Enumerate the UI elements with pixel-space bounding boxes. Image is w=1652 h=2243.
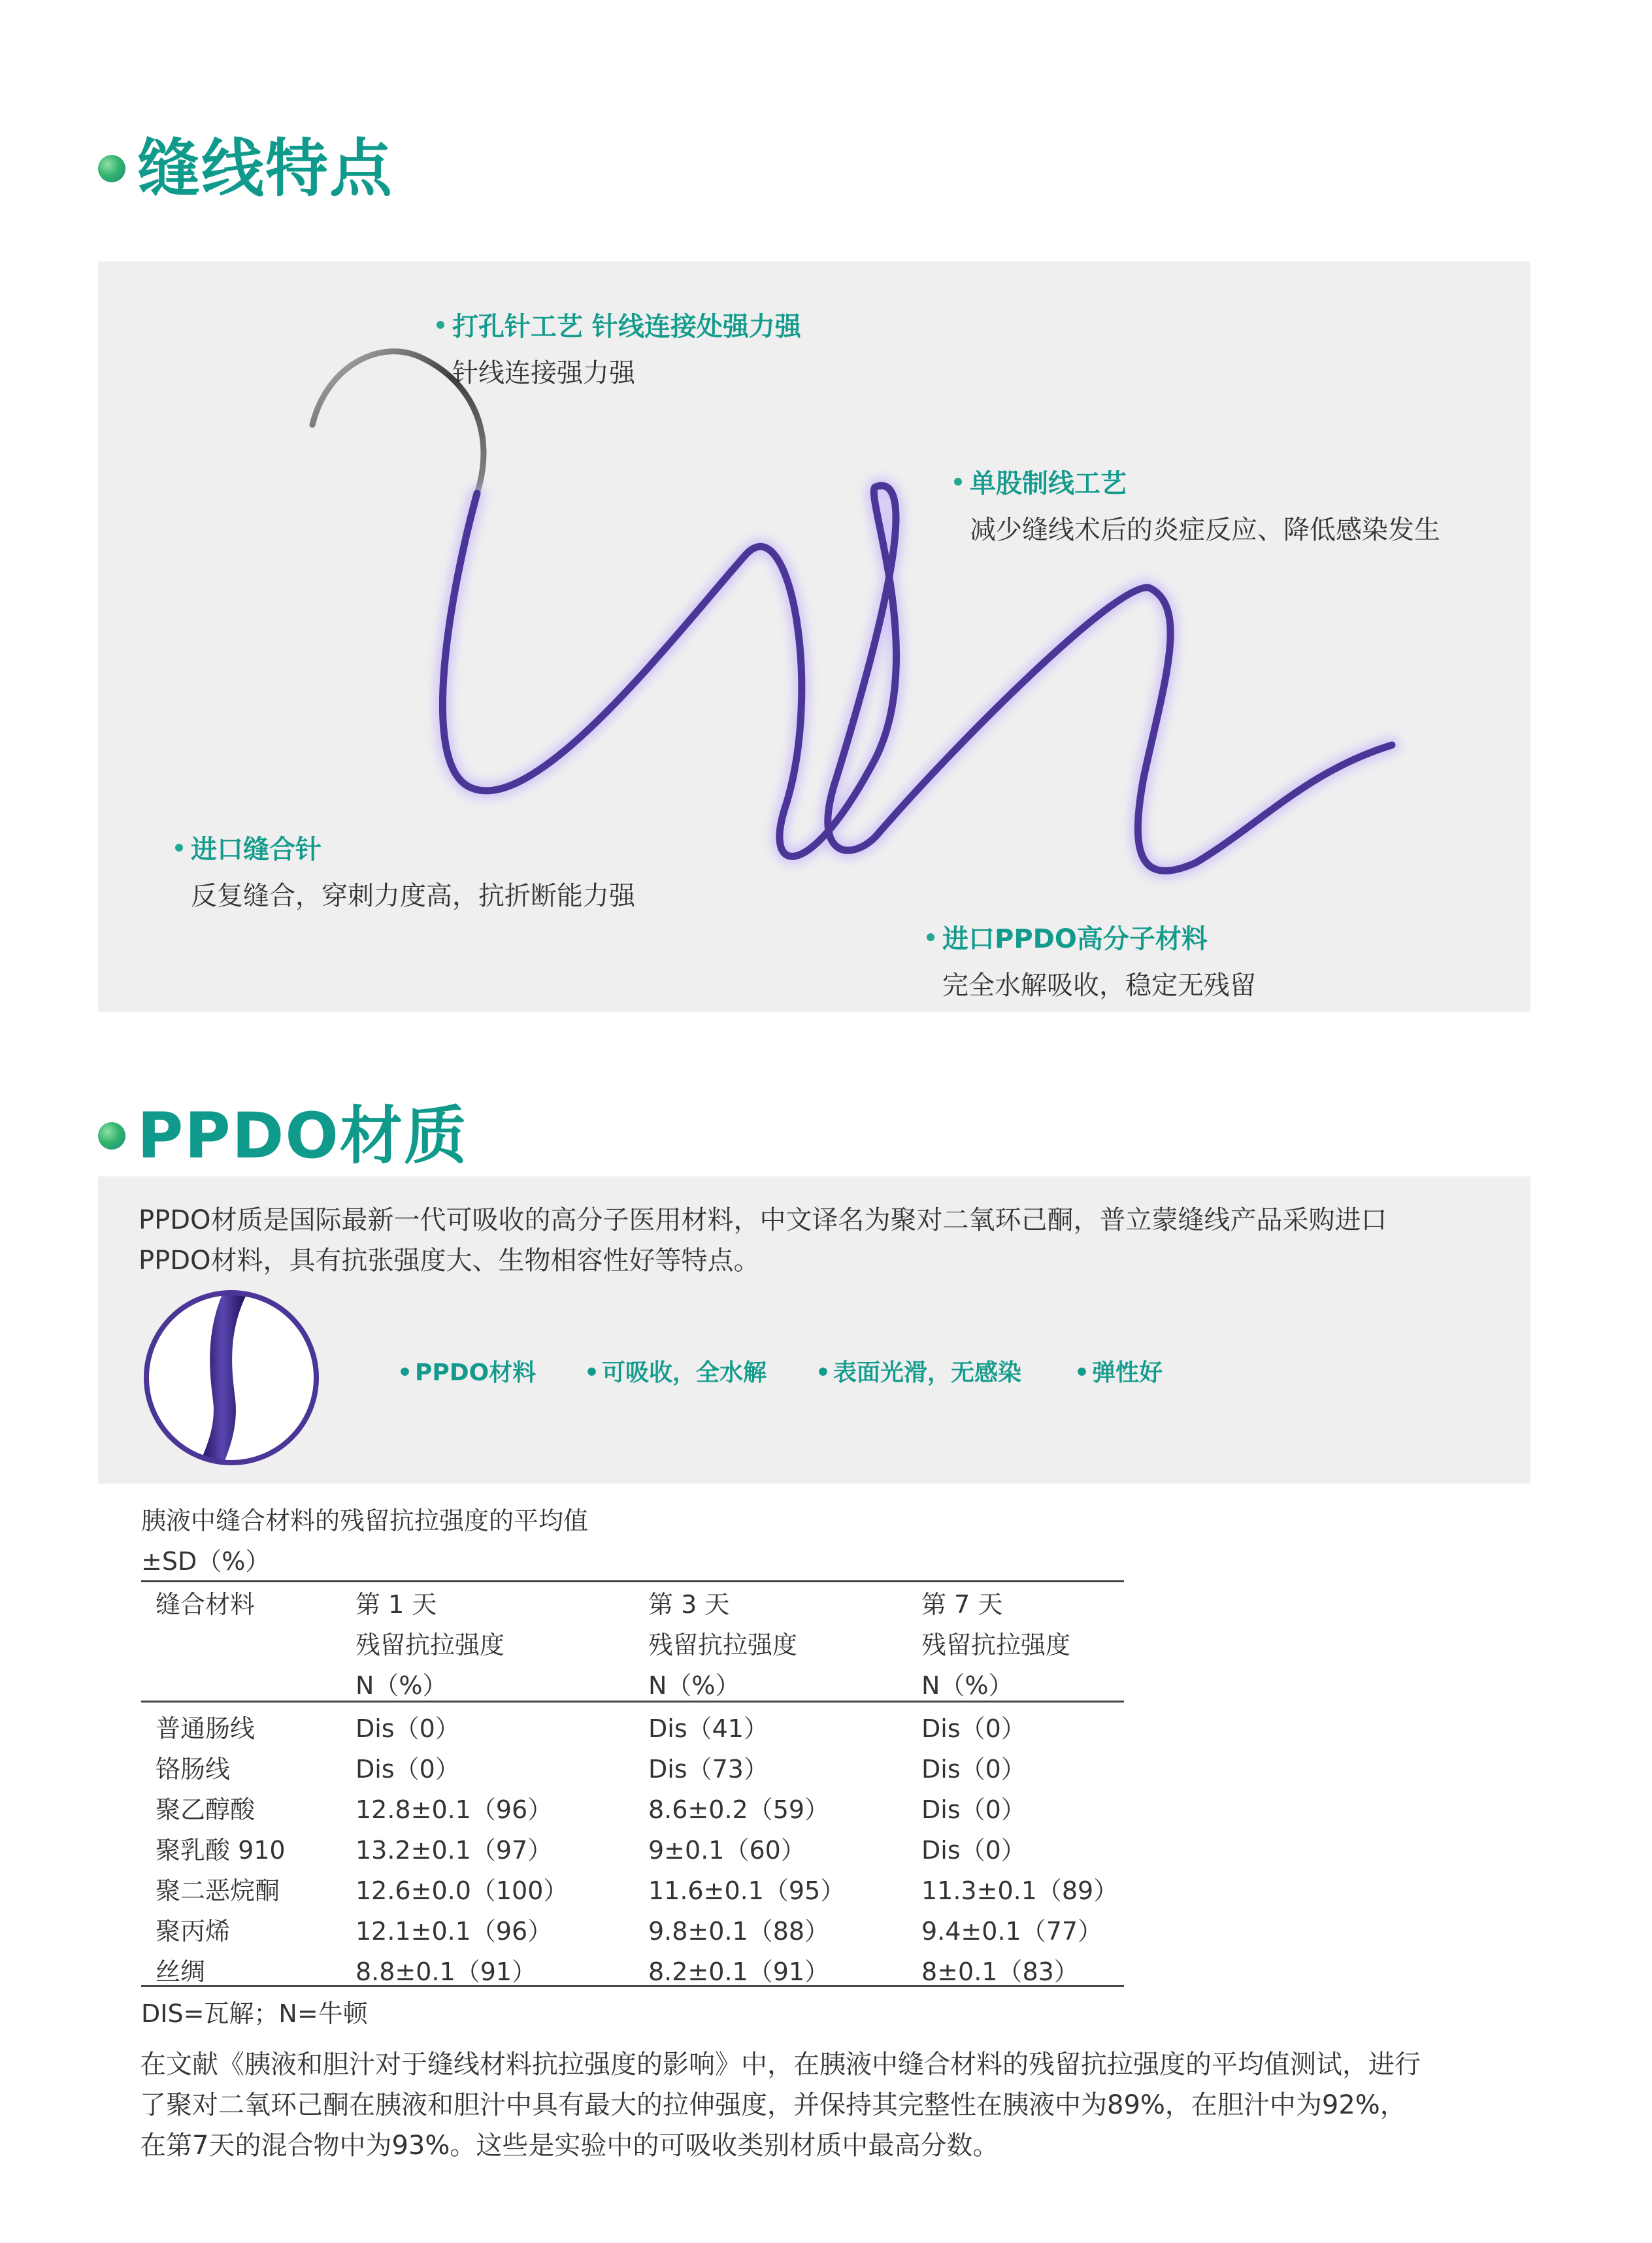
feature-desc: 减少缝线术后的炎症反应、降低感染发生 <box>970 515 1440 545</box>
table-row <box>156 1908 1118 1949</box>
table-caption-line1: 胰液中缝合材料的残留抗拉强度的平均值 <box>141 1506 589 1535</box>
cell-day1: 12.8±0.1（96） <box>355 1795 553 1824</box>
th-day3 <box>648 1584 797 1706</box>
th-day1-line1: 第 1 天 <box>355 1590 437 1619</box>
ppdo-intro-line2: PPDO材料，具有抗张强度大、生物相容性好等特点。 <box>139 1246 760 1276</box>
th-day3-line2: 残留抗拉强度 <box>648 1631 798 1659</box>
ppdo-intro <box>139 1200 1511 1281</box>
feature-title: 单股制线工艺 <box>970 469 1127 499</box>
table-row <box>156 1706 1118 1746</box>
table-row <box>156 1949 1118 1989</box>
chip-ppdo-material: • PPDO材料 <box>397 1354 536 1387</box>
bullet-icon <box>175 844 183 852</box>
feature-title: 进口缝合针 <box>191 835 322 865</box>
th-day7-line2: 残留抗拉强度 <box>921 1631 1071 1659</box>
th-material: 缝合材料 <box>156 1590 256 1619</box>
section-title-ppdo <box>98 1099 469 1172</box>
th-day1-line3: N（%） <box>355 1671 448 1700</box>
cell-material: 铬肠线 <box>156 1754 231 1784</box>
footer-line2: 了聚对二氧环己酮在胰液和胆汁中具有最大的拉伸强度，并保持其完整性在胰液中为89%，在胆汁中为92%， <box>140 2090 1406 2120</box>
feature-title: 进口PPDO高分子材料 <box>942 924 1208 954</box>
footer-line1: 在文献《胰液和胆汁对于缝线材料抗拉强度的影响》中，在胰液中缝合材料的残留抗拉强度的平均值测试，进行 <box>140 2050 1421 2080</box>
cell-day7: Dis（0） <box>921 1795 1026 1824</box>
feature-title: 打孔针工艺 针线连接处强力强 <box>452 312 801 342</box>
table-caption-line2: ±SD（%） <box>141 1547 271 1576</box>
th-day3-line3: N（%） <box>648 1671 740 1700</box>
table-note: DIS=瓦解；N=牛顿 <box>141 1999 368 2028</box>
feature-desc: 完全水解吸收，稳定无残留 <box>942 971 1256 1001</box>
cell-day7: Dis（0） <box>921 1754 1026 1784</box>
cell-material: 聚二恶烷酮 <box>156 1876 280 1905</box>
cell-day3: 9±0.1（60） <box>648 1835 806 1865</box>
cell-day7: 8±0.1（83） <box>921 1957 1079 1986</box>
feature-needle-hole <box>437 306 801 390</box>
cell-day3: 9.8±0.1（88） <box>648 1916 830 1946</box>
feature-desc: 反复缝合，穿刺力度高，抗折断能力强 <box>191 881 635 911</box>
strength-table <box>156 1706 1118 1989</box>
bullet-icon <box>437 321 444 329</box>
bullet-icon <box>954 478 962 486</box>
cell-material: 普通肠线 <box>156 1714 256 1743</box>
footer-paragraph <box>140 2044 1538 2166</box>
cell-day3: 8.2±0.1（91） <box>648 1957 830 1986</box>
table-row <box>156 1746 1118 1787</box>
th-day7-line3: N（%） <box>921 1671 1014 1700</box>
th-day1-line2: 残留抗拉强度 <box>355 1631 505 1659</box>
th-day7-line1: 第 7 天 <box>921 1590 1003 1619</box>
section-title-text: 缝线特点 <box>137 132 393 205</box>
feature-imported-needle <box>175 829 635 912</box>
table-row <box>156 1787 1118 1827</box>
table-row <box>156 1827 1118 1868</box>
cell-day1: 8.8±0.1（91） <box>355 1957 537 1986</box>
th-day1 <box>355 1584 504 1706</box>
feature-desc: 针线连接强力强 <box>452 358 635 388</box>
cell-day7: 11.3±0.1（89） <box>921 1876 1119 1905</box>
cell-day7: Dis（0） <box>921 1835 1026 1865</box>
cell-day1: Dis（0） <box>355 1754 460 1784</box>
th-day3-line1: 第 3 天 <box>648 1590 730 1619</box>
cell-day7: Dis（0） <box>921 1714 1026 1743</box>
feature-monofilament <box>954 463 1440 546</box>
cell-day7: 9.4±0.1（77） <box>921 1916 1103 1946</box>
cell-material: 聚乙醇酸 <box>156 1795 256 1824</box>
table-row <box>156 1868 1118 1908</box>
cell-material: 聚丙烯 <box>156 1916 231 1946</box>
cell-day1: 13.2±0.1（97） <box>355 1835 553 1865</box>
cell-day3: 8.6±0.2（59） <box>648 1795 830 1824</box>
section-title-text: PPDO材质 <box>137 1099 469 1172</box>
footer-line3: 在第7天的混合物中为93%。这些是实验中的可吸收类别材质中最高分数。 <box>140 2131 999 2161</box>
chip-smooth-surface: • 表面光滑，无感染 <box>816 1354 1021 1387</box>
chip-elastic: • 弹性好 <box>1074 1354 1163 1387</box>
cell-day1: 12.6±0.0（100） <box>355 1876 569 1905</box>
ppdo-intro-line1: PPDO材质是国际最新一代可吸收的高分子医用材料，中文译名为聚对二氧环己酮，普立蒙缝线产品采购进口 <box>139 1205 1387 1235</box>
cell-day1: 12.1±0.1（96） <box>355 1916 553 1946</box>
cell-day3: Dis（41） <box>648 1714 768 1743</box>
cell-material: 聚乳酸 910 <box>156 1835 286 1865</box>
cell-day3: Dis（73） <box>648 1754 768 1784</box>
cell-material: 丝绸 <box>156 1957 206 1986</box>
suture-closeup-icon <box>142 1289 320 1467</box>
bullet-icon <box>927 933 934 941</box>
table-top-rule <box>141 1580 1124 1582</box>
cell-day3: 11.6±0.1（95） <box>648 1876 846 1905</box>
th-day7 <box>921 1584 1070 1706</box>
feature-ppdo-material <box>927 918 1256 1002</box>
bullet-dot-icon <box>98 1122 125 1150</box>
cell-day1: Dis（0） <box>355 1714 460 1743</box>
chip-absorbable: • 可吸收，全水解 <box>584 1354 767 1387</box>
